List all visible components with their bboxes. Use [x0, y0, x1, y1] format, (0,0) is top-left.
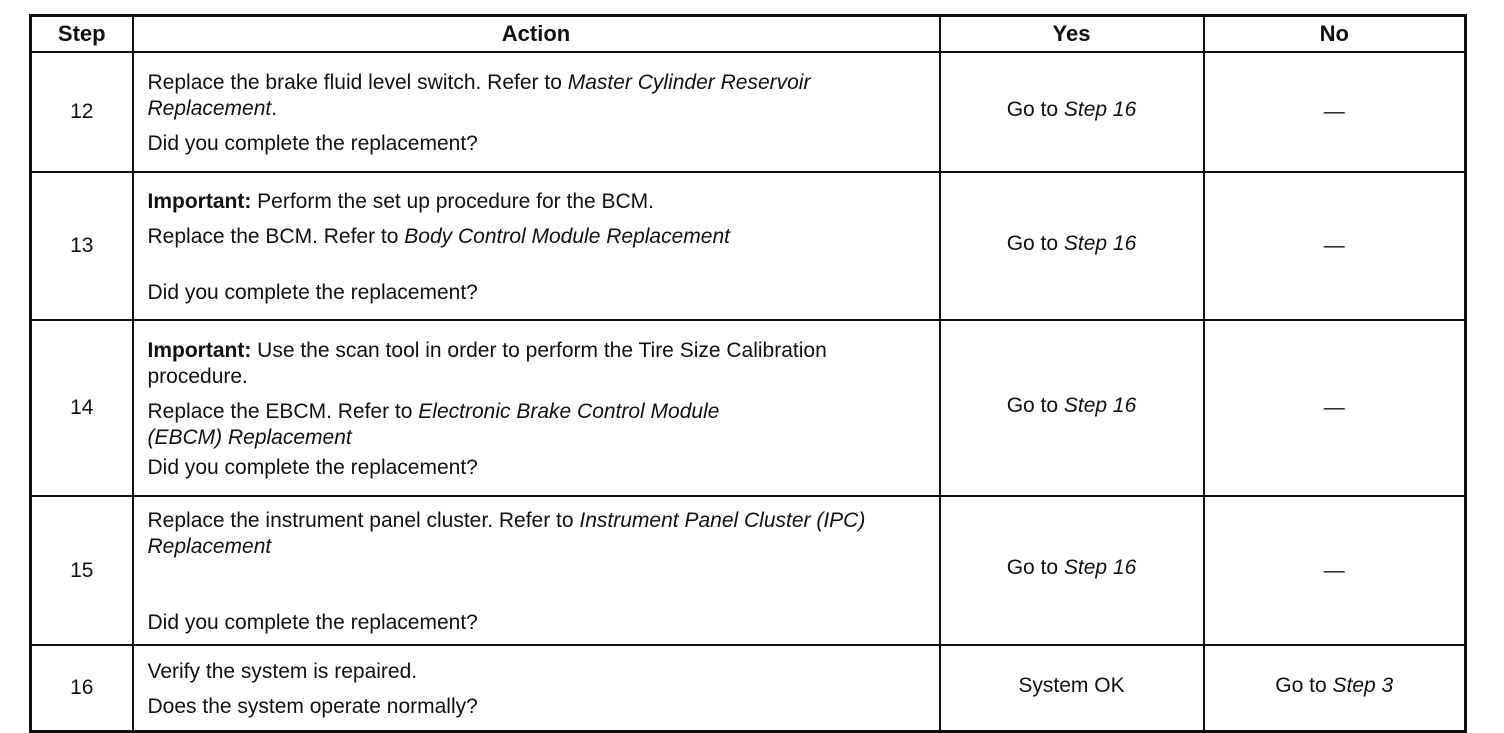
yes-text: Go to [1006, 231, 1064, 255]
important-note [148, 338, 848, 390]
instruction-text: Replace the EBCM. Refer to [147, 399, 419, 423]
yes-text: Go to [1006, 556, 1064, 579]
header-action: Action [133, 16, 940, 53]
action-cell [133, 320, 940, 496]
header-row [31, 16, 1466, 53]
important-text: Perform the set up procedure for the BCM. [251, 189, 655, 213]
instruction-text: Replace the instrument panel cluster. Refer to [147, 508, 580, 532]
reference-link[interactable]: Instrument Panel Cluster (IPC) Replacement [147, 508, 866, 558]
diagnostic-steps-table [29, 14, 1467, 733]
yes-step-link[interactable]: Step 16 [1063, 556, 1137, 579]
instruction-text: Replace the BCM. Refer to [147, 224, 405, 248]
action-instruction [148, 70, 927, 122]
yes-step-link[interactable]: Step 16 [1063, 97, 1137, 121]
step-number: 12 [31, 52, 133, 172]
header-yes: Yes [940, 16, 1204, 53]
no-text: Go to [1275, 673, 1333, 697]
yes-cell [940, 52, 1204, 172]
yes-step-link[interactable]: Step 16 [1063, 231, 1137, 255]
header-no: No [1204, 16, 1466, 53]
no-cell: — [1204, 496, 1466, 645]
action-question: Did you complete the replacement? [147, 280, 478, 304]
important-text: Use the scan tool in order to perform the Tire Size Calibration procedure. [147, 338, 827, 388]
step-number: 15 [31, 496, 133, 645]
table-row [31, 52, 1466, 172]
action-instruction [148, 224, 927, 250]
no-step-link[interactable]: Step 3 [1332, 673, 1394, 697]
action-question: Did you complete the replacement? [147, 455, 478, 479]
step-number: 16 [31, 645, 133, 732]
action-question: Did you complete the replacement? [147, 610, 478, 634]
instruction-text: Replace the brake fluid level switch. Refer to [147, 70, 568, 94]
action-cell [133, 496, 940, 645]
reference-link[interactable]: Electronic Brake Control Module (EBCM) Replacement [147, 399, 720, 449]
important-note [148, 189, 927, 215]
header-step: Step [31, 16, 133, 53]
table-row [31, 645, 1466, 732]
yes-cell [940, 645, 1204, 732]
table-row [31, 320, 1466, 496]
no-cell: — [1204, 52, 1466, 172]
step-number: 13 [31, 172, 133, 320]
no-cell: — [1204, 320, 1466, 496]
no-cell: — [1204, 172, 1466, 320]
action-cell [133, 52, 940, 172]
action-instruction [148, 508, 878, 560]
yes-cell [940, 172, 1204, 320]
important-label: Important: [147, 189, 252, 213]
yes-cell [940, 320, 1204, 496]
reference-link[interactable]: Master Cylinder Reservoir Replacement [147, 70, 811, 120]
table-row [31, 496, 1466, 645]
instruction-end: . [271, 96, 278, 120]
yes-cell [940, 496, 1204, 645]
action-instruction: Verify the system is repaired. [147, 659, 418, 683]
reference-link[interactable]: Body Control Module Replacement [404, 224, 730, 248]
yes-text: Go to [1006, 97, 1064, 121]
yes-text: Go to [1006, 393, 1064, 417]
action-question: Did you complete the replacement? [147, 131, 478, 155]
action-cell [133, 645, 940, 732]
yes-text: System OK [1018, 673, 1125, 697]
no-cell [1204, 645, 1466, 732]
important-label: Important: [147, 338, 252, 362]
table-row [31, 172, 1466, 320]
yes-step-link[interactable]: Step 16 [1063, 393, 1137, 417]
action-instruction [148, 399, 768, 451]
action-cell [133, 172, 940, 320]
action-question: Does the system operate normally? [147, 694, 478, 718]
step-number: 14 [31, 320, 133, 496]
